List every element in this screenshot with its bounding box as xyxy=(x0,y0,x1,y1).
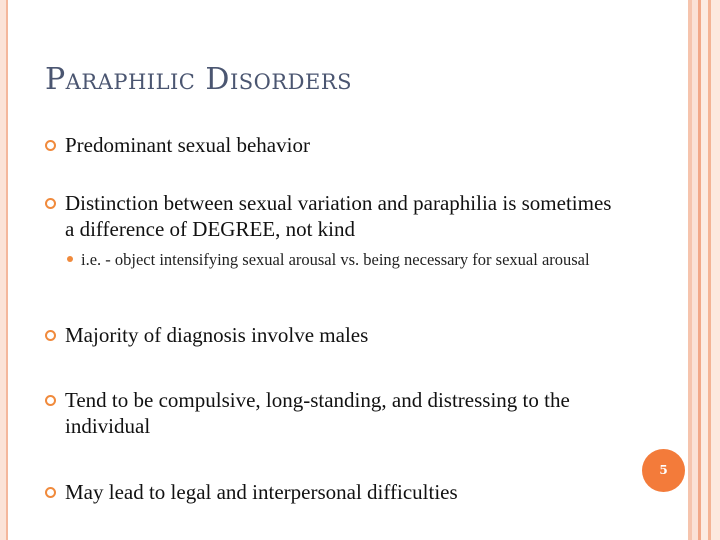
bullet-item xyxy=(45,190,625,242)
bullet-item xyxy=(45,322,625,348)
bullet-text: Majority of diagnosis involve males xyxy=(65,323,369,347)
circle-bullet-icon xyxy=(45,395,56,406)
bullet-text: Distinction between sexual variation and paraphilia is sometimes a difference of DEGREE, not kind xyxy=(65,191,612,241)
sub-bullet-text: i.e. - object intensifying sexual arousal vs. being necessary for sexual arousal xyxy=(81,250,590,269)
right-decorative-stripe xyxy=(711,0,720,540)
dot-bullet-icon xyxy=(67,256,73,262)
circle-bullet-icon xyxy=(45,487,56,498)
bullet-text: Predominant sexual behavior xyxy=(65,133,310,157)
bullet-text: Tend to be compulsive, long-standing, and distressing to the individual xyxy=(65,388,570,438)
sub-bullet-item xyxy=(65,249,625,270)
bullet-item xyxy=(45,387,625,439)
bullet-item xyxy=(45,132,625,158)
right-decorative-stripe xyxy=(701,0,708,540)
page-number-badge: 5 xyxy=(642,449,685,492)
circle-bullet-icon xyxy=(45,198,56,209)
slide-title: Paraphilic Disorders xyxy=(45,62,353,97)
circle-bullet-icon xyxy=(45,330,56,341)
bullet-item xyxy=(45,479,625,505)
bullet-text: May lead to legal and interpersonal difficulties xyxy=(65,480,458,504)
left-decorative-line xyxy=(6,0,8,540)
circle-bullet-icon xyxy=(45,140,56,151)
